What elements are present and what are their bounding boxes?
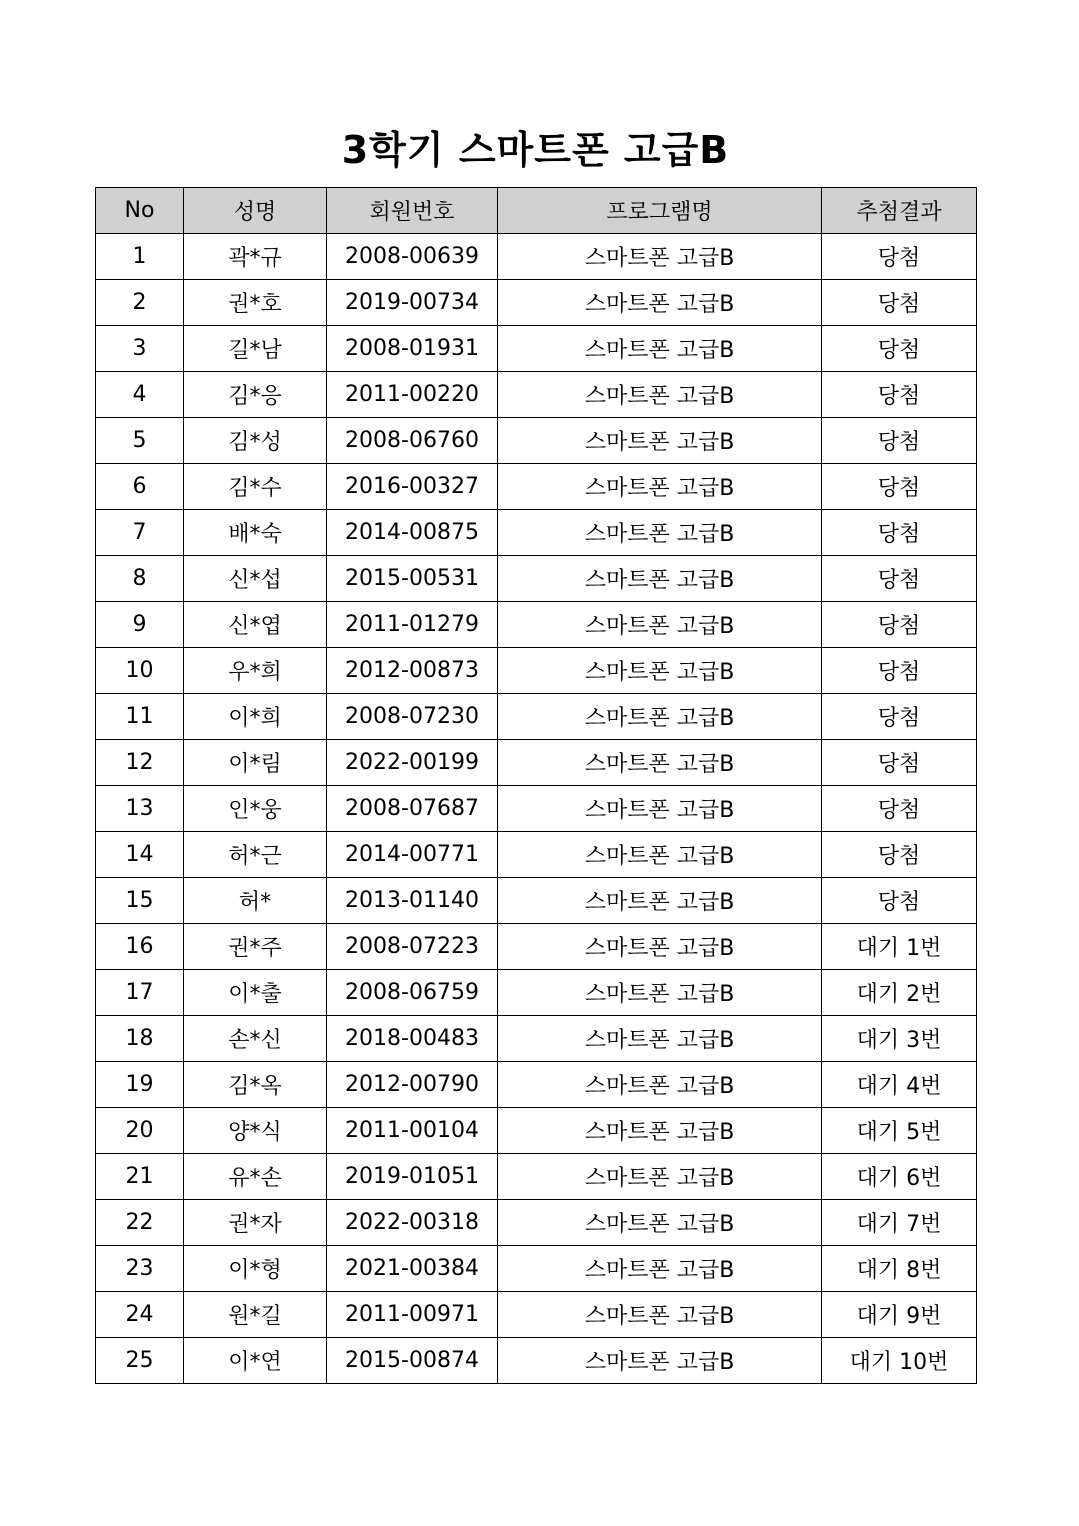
- table-row: [96, 1062, 977, 1108]
- cell-member-id: 2011-00220: [327, 372, 498, 418]
- cell-no: 20: [96, 1108, 184, 1154]
- cell-name: 원*길: [184, 1292, 327, 1338]
- cell-name: 권*호: [184, 280, 327, 326]
- cell-name: 김*수: [184, 464, 327, 510]
- table-row: [96, 464, 977, 510]
- table-row: [96, 418, 977, 464]
- cell-member-id: 2016-00327: [327, 464, 498, 510]
- cell-result: 당첨: [822, 280, 977, 326]
- cell-result: 당첨: [822, 418, 977, 464]
- cell-program: 스마트폰 고급B: [498, 694, 822, 740]
- cell-program: 스마트폰 고급B: [498, 1154, 822, 1200]
- cell-program: 스마트폰 고급B: [498, 326, 822, 372]
- cell-no: 21: [96, 1154, 184, 1200]
- cell-name: 길*남: [184, 326, 327, 372]
- header-member-id: 회원번호: [327, 188, 498, 234]
- cell-program: 스마트폰 고급B: [498, 234, 822, 280]
- cell-name: 유*손: [184, 1154, 327, 1200]
- cell-program: 스마트폰 고급B: [498, 924, 822, 970]
- cell-result: 당첨: [822, 786, 977, 832]
- cell-no: 13: [96, 786, 184, 832]
- cell-result: 대기 5번: [822, 1108, 977, 1154]
- cell-name: 이*형: [184, 1246, 327, 1292]
- table-row: [96, 1200, 977, 1246]
- cell-result: 당첨: [822, 510, 977, 556]
- cell-program: 스마트폰 고급B: [498, 464, 822, 510]
- cell-no: 14: [96, 832, 184, 878]
- cell-member-id: 2008-06759: [327, 970, 498, 1016]
- cell-name: 배*숙: [184, 510, 327, 556]
- table-row: [96, 234, 977, 280]
- table-row: [96, 556, 977, 602]
- cell-member-id: 2019-01051: [327, 1154, 498, 1200]
- cell-member-id: 2008-07223: [327, 924, 498, 970]
- header-result: 추첨결과: [822, 188, 977, 234]
- cell-no: 12: [96, 740, 184, 786]
- table-row: [96, 786, 977, 832]
- cell-program: 스마트폰 고급B: [498, 280, 822, 326]
- cell-result: 당첨: [822, 878, 977, 924]
- cell-program: 스마트폰 고급B: [498, 372, 822, 418]
- cell-name: 허*: [184, 878, 327, 924]
- table-row: [96, 924, 977, 970]
- cell-program: 스마트폰 고급B: [498, 510, 822, 556]
- cell-no: 9: [96, 602, 184, 648]
- cell-result: 대기 3번: [822, 1016, 977, 1062]
- table-row: [96, 832, 977, 878]
- table-body: [96, 234, 977, 1384]
- cell-name: 신*섭: [184, 556, 327, 602]
- cell-member-id: 2014-00771: [327, 832, 498, 878]
- cell-no: 3: [96, 326, 184, 372]
- cell-member-id: 2011-00971: [327, 1292, 498, 1338]
- cell-program: 스마트폰 고급B: [498, 556, 822, 602]
- cell-result: 당첨: [822, 464, 977, 510]
- cell-member-id: 2012-00790: [327, 1062, 498, 1108]
- table-row: [96, 970, 977, 1016]
- cell-result: 대기 6번: [822, 1154, 977, 1200]
- cell-result: 당첨: [822, 694, 977, 740]
- table-row: [96, 280, 977, 326]
- cell-no: 24: [96, 1292, 184, 1338]
- cell-program: 스마트폰 고급B: [498, 740, 822, 786]
- cell-member-id: 2008-00639: [327, 234, 498, 280]
- table-row: [96, 1338, 977, 1384]
- cell-result: 당첨: [822, 602, 977, 648]
- cell-no: 4: [96, 372, 184, 418]
- cell-no: 22: [96, 1200, 184, 1246]
- cell-member-id: 2013-01140: [327, 878, 498, 924]
- cell-result: 당첨: [822, 556, 977, 602]
- document-title: 3학기 스마트폰 고급B: [341, 128, 730, 173]
- cell-no: 25: [96, 1338, 184, 1384]
- table-row: [96, 1016, 977, 1062]
- cell-name: 이*연: [184, 1338, 327, 1384]
- header-name: 성명: [184, 188, 327, 234]
- cell-name: 이*림: [184, 740, 327, 786]
- cell-name: 허*근: [184, 832, 327, 878]
- cell-member-id: 2011-01279: [327, 602, 498, 648]
- cell-name: 이*희: [184, 694, 327, 740]
- cell-name: 권*자: [184, 1200, 327, 1246]
- cell-program: 스마트폰 고급B: [498, 970, 822, 1016]
- cell-member-id: 2018-00483: [327, 1016, 498, 1062]
- cell-no: 6: [96, 464, 184, 510]
- cell-name: 김*응: [184, 372, 327, 418]
- cell-result: 당첨: [822, 372, 977, 418]
- lottery-result-table: [95, 187, 977, 1384]
- cell-name: 인*웅: [184, 786, 327, 832]
- cell-program: 스마트폰 고급B: [498, 1246, 822, 1292]
- table-row: [96, 326, 977, 372]
- cell-program: 스마트폰 고급B: [498, 878, 822, 924]
- table-row: [96, 1292, 977, 1338]
- cell-no: 19: [96, 1062, 184, 1108]
- table-row: [96, 878, 977, 924]
- cell-result: 대기 4번: [822, 1062, 977, 1108]
- cell-no: 1: [96, 234, 184, 280]
- cell-no: 7: [96, 510, 184, 556]
- cell-result: 대기 9번: [822, 1292, 977, 1338]
- cell-result: 대기 10번: [822, 1338, 977, 1384]
- table-row: [96, 648, 977, 694]
- cell-member-id: 2008-07230: [327, 694, 498, 740]
- cell-result: 대기 8번: [822, 1246, 977, 1292]
- cell-no: 17: [96, 970, 184, 1016]
- cell-name: 이*출: [184, 970, 327, 1016]
- table-row: [96, 1108, 977, 1154]
- cell-member-id: 2008-07687: [327, 786, 498, 832]
- header-row: [96, 188, 977, 234]
- header-program: 프로그램명: [498, 188, 822, 234]
- cell-program: 스마트폰 고급B: [498, 648, 822, 694]
- cell-no: 10: [96, 648, 184, 694]
- cell-member-id: 2011-00104: [327, 1108, 498, 1154]
- table-row: [96, 602, 977, 648]
- cell-member-id: 2014-00875: [327, 510, 498, 556]
- table-row: [96, 1154, 977, 1200]
- cell-program: 스마트폰 고급B: [498, 418, 822, 464]
- table-row: [96, 740, 977, 786]
- cell-member-id: 2008-06760: [327, 418, 498, 464]
- cell-program: 스마트폰 고급B: [498, 786, 822, 832]
- cell-name: 양*식: [184, 1108, 327, 1154]
- cell-no: 11: [96, 694, 184, 740]
- cell-result: 당첨: [822, 326, 977, 372]
- cell-name: 신*엽: [184, 602, 327, 648]
- cell-result: 당첨: [822, 832, 977, 878]
- cell-result: 대기 2번: [822, 970, 977, 1016]
- table-row: [96, 1246, 977, 1292]
- cell-name: 곽*규: [184, 234, 327, 280]
- cell-result: 당첨: [822, 740, 977, 786]
- cell-result: 대기 1번: [822, 924, 977, 970]
- cell-no: 8: [96, 556, 184, 602]
- cell-program: 스마트폰 고급B: [498, 832, 822, 878]
- cell-program: 스마트폰 고급B: [498, 1292, 822, 1338]
- cell-program: 스마트폰 고급B: [498, 602, 822, 648]
- cell-member-id: 2019-00734: [327, 280, 498, 326]
- cell-no: 15: [96, 878, 184, 924]
- cell-member-id: 2012-00873: [327, 648, 498, 694]
- cell-no: 16: [96, 924, 184, 970]
- table-row: [96, 694, 977, 740]
- cell-program: 스마트폰 고급B: [498, 1062, 822, 1108]
- cell-name: 우*희: [184, 648, 327, 694]
- cell-name: 권*주: [184, 924, 327, 970]
- cell-member-id: 2015-00874: [327, 1338, 498, 1384]
- cell-member-id: 2021-00384: [327, 1246, 498, 1292]
- cell-program: 스마트폰 고급B: [498, 1338, 822, 1384]
- cell-name: 김*성: [184, 418, 327, 464]
- cell-program: 스마트폰 고급B: [498, 1016, 822, 1062]
- cell-result: 당첨: [822, 648, 977, 694]
- header-no: No: [96, 188, 184, 234]
- cell-name: 김*옥: [184, 1062, 327, 1108]
- table-row: [96, 372, 977, 418]
- cell-name: 손*신: [184, 1016, 327, 1062]
- cell-member-id: 2022-00318: [327, 1200, 498, 1246]
- cell-no: 23: [96, 1246, 184, 1292]
- cell-result: 대기 7번: [822, 1200, 977, 1246]
- table-row: [96, 510, 977, 556]
- table-header: [96, 188, 977, 234]
- cell-program: 스마트폰 고급B: [498, 1200, 822, 1246]
- cell-no: 2: [96, 280, 184, 326]
- cell-program: 스마트폰 고급B: [498, 1108, 822, 1154]
- cell-member-id: 2022-00199: [327, 740, 498, 786]
- cell-member-id: 2015-00531: [327, 556, 498, 602]
- cell-member-id: 2008-01931: [327, 326, 498, 372]
- cell-result: 당첨: [822, 234, 977, 280]
- cell-no: 18: [96, 1016, 184, 1062]
- cell-no: 5: [96, 418, 184, 464]
